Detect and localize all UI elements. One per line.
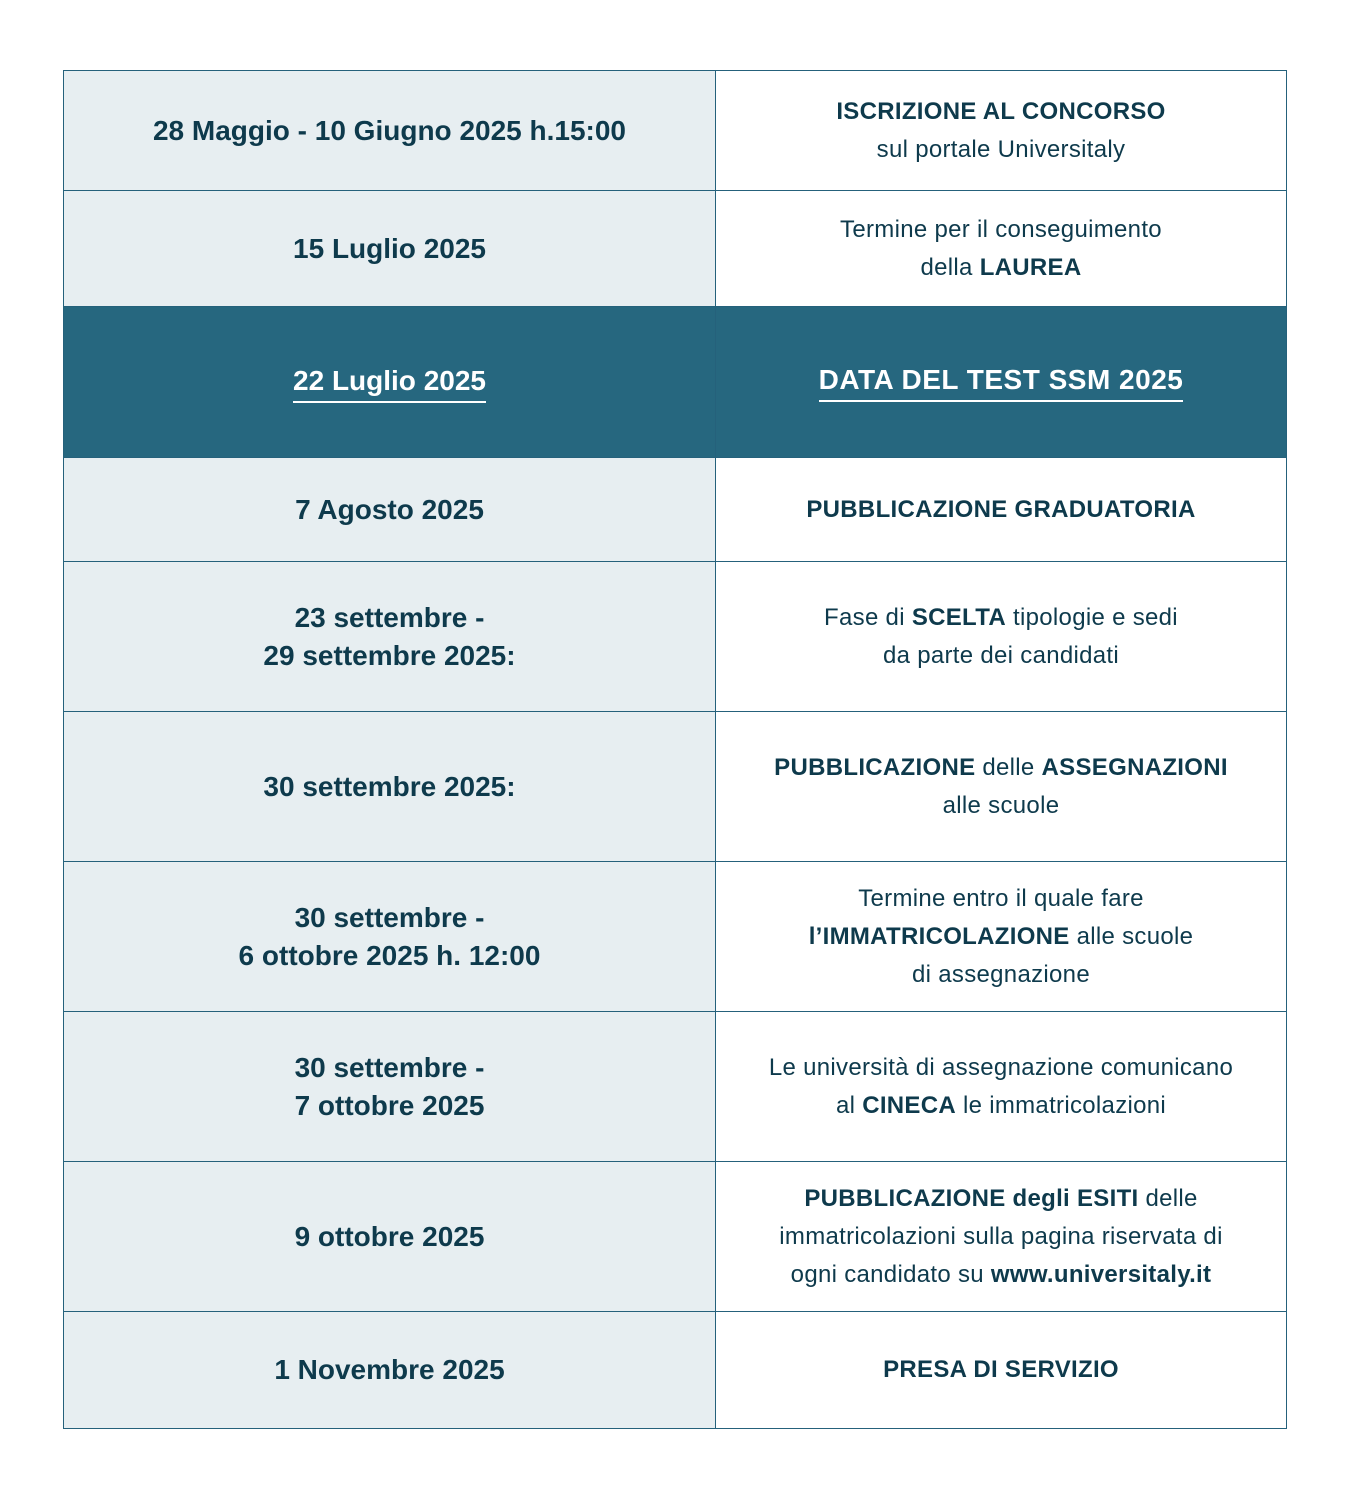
date-text: 23 settembre - <box>294 601 485 633</box>
date-cell <box>64 1012 716 1162</box>
description-text: Termine entro il quale fare <box>858 884 1144 912</box>
description-line <box>819 362 1184 402</box>
schedule-row <box>64 458 1287 562</box>
description-line <box>736 1087 1266 1125</box>
description-bold-text: ISCRIZIONE AL CONCORSO <box>836 97 1166 125</box>
description-bold-text: ASSEGNAZIONI <box>1041 753 1228 781</box>
description-line <box>736 918 1266 956</box>
description-text: alle scuole <box>942 791 1060 819</box>
description-line <box>736 637 1266 675</box>
schedule-row <box>64 71 1287 191</box>
description-cell <box>716 458 1287 562</box>
description-bold-text: DATA DEL TEST SSM 2025 <box>818 364 1184 395</box>
date-cell <box>64 1162 716 1312</box>
description-text: delle <box>1138 1184 1198 1212</box>
description-line <box>736 599 1266 637</box>
date-text: 1 Novembre 2025 <box>274 1354 505 1385</box>
description-line <box>736 749 1266 787</box>
date-text: 30 settembre - <box>294 1051 485 1083</box>
description-text: delle <box>975 753 1042 781</box>
date-cell <box>64 71 716 191</box>
schedule-row <box>64 562 1287 712</box>
description-line <box>736 956 1266 994</box>
description-text: della <box>920 253 980 281</box>
date-text: 30 settembre - <box>294 901 485 933</box>
date-text: 6 ottobre 2025 h. 12:00 <box>238 939 541 971</box>
description-line <box>736 1180 1266 1218</box>
description-text: ogni candidato su <box>790 1260 991 1288</box>
description-bold-text: PRESA DI SERVIZIO <box>883 1356 1119 1383</box>
description-line <box>736 1256 1266 1294</box>
description-line <box>736 131 1266 169</box>
description-bold-text: PUBBLICAZIONE degli ESITI <box>804 1184 1139 1212</box>
description-text: al <box>835 1091 863 1119</box>
description-cell <box>716 1012 1287 1162</box>
schedule-row <box>64 1012 1287 1162</box>
date-cell <box>64 458 716 562</box>
date-cell <box>64 1312 716 1429</box>
description-bold-text: www.universitaly.it <box>990 1260 1212 1288</box>
schedule-row <box>64 712 1287 862</box>
description-cell <box>716 712 1287 862</box>
description-text: di assegnazione <box>912 960 1090 988</box>
description-line <box>736 1218 1266 1256</box>
schedule-row <box>64 1312 1287 1429</box>
description-text: Le università di assegnazione comunicano <box>768 1053 1234 1081</box>
description-text: Fase di <box>824 603 912 631</box>
description-text: Termine per il conseguimento <box>840 215 1162 243</box>
date-text: 7 ottobre 2025 <box>294 1089 485 1121</box>
description-cell <box>716 562 1287 712</box>
description-line <box>736 1351 1266 1389</box>
schedule-row <box>64 862 1287 1012</box>
description-cell <box>716 862 1287 1012</box>
date-text: 15 Luglio 2025 <box>293 232 486 264</box>
date-text: 28 Maggio - 10 Giugno 2025 h.15:00 <box>152 114 627 146</box>
description-bold-text: PUBBLICAZIONE GRADUATORIA <box>806 495 1196 523</box>
description-bold-text: PUBBLICAZIONE <box>774 753 976 781</box>
schedule-table <box>63 70 1287 1429</box>
description-line <box>736 787 1266 825</box>
description-line <box>736 93 1266 131</box>
date-text: 30 settembre 2025: <box>263 770 516 802</box>
description-bold-text: SCELTA <box>911 603 1007 631</box>
description-text: le immatricolazioni <box>956 1091 1167 1119</box>
description-line <box>736 249 1266 287</box>
date-cell <box>64 562 716 712</box>
description-text: sul portale Universitaly <box>876 135 1126 163</box>
description-cell <box>716 1162 1287 1312</box>
description-text: alle scuole <box>1069 922 1194 950</box>
description-bold-text: l’IMMATRICOLAZIONE <box>808 922 1070 950</box>
date-text: 9 ottobre 2025 <box>294 1220 485 1252</box>
description-cell <box>716 307 1287 458</box>
description-line <box>736 1049 1266 1087</box>
date-cell <box>64 862 716 1012</box>
description-text: tipologie e sedi <box>1006 603 1178 631</box>
description-text: da parte dei candidati <box>882 641 1120 669</box>
description-cell <box>716 71 1287 191</box>
description-text: immatricolazioni sulla pagina riservata di <box>779 1222 1223 1250</box>
date-text: 22 Luglio 2025 <box>293 363 486 403</box>
schedule-body <box>64 71 1287 1429</box>
description-cell <box>716 191 1287 307</box>
description-bold-text: LAUREA <box>979 253 1082 281</box>
date-text: 7 Agosto 2025 <box>295 493 484 525</box>
date-cell <box>64 307 716 458</box>
date-cell <box>64 712 716 862</box>
date-cell <box>64 191 716 307</box>
description-line <box>736 211 1266 249</box>
date-text: 29 settembre 2025: <box>263 639 516 671</box>
description-line <box>736 491 1266 529</box>
description-line <box>736 880 1266 918</box>
description-bold-text: CINECA <box>862 1091 956 1119</box>
schedule-row <box>64 1162 1287 1312</box>
schedule-row <box>64 191 1287 307</box>
description-cell <box>716 1312 1287 1429</box>
schedule-row-highlight <box>64 307 1287 458</box>
